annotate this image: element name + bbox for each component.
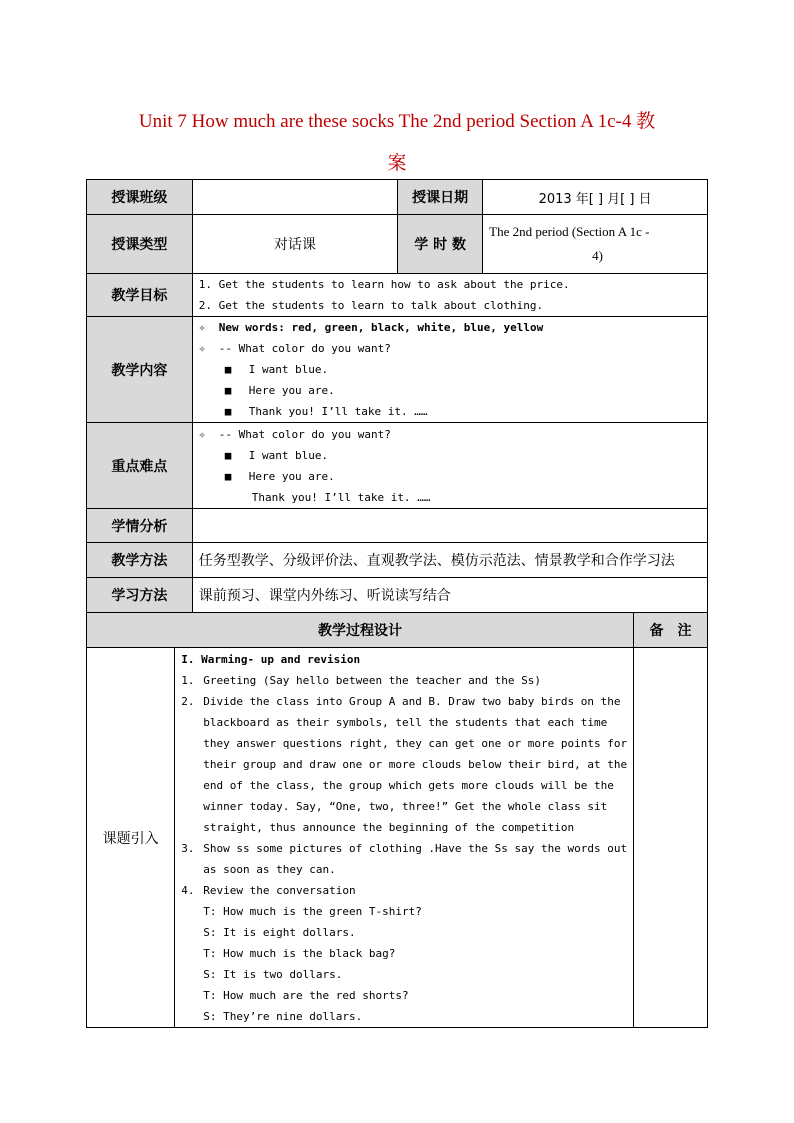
step-number: 4. [181,884,195,897]
goal-item: 1. Get the students to learn how to ask about the price. [198,278,570,291]
square-bullet-icon: ■ [224,384,232,397]
document-title-continued: 案 [387,153,407,174]
document-title: Unit 7 How much are these socks The 2nd period Section A 1c-4 教 [138,111,656,132]
lesson-plan-table [86,179,708,1028]
key-points-list [192,423,707,509]
study-label: 学习方法 [87,578,193,613]
content-list [192,317,707,423]
type-value: 对话课 [192,215,397,274]
dialogue-line: S: It is two dollars. [203,968,343,981]
dialogue-line: T: How much is the black bag? [203,947,396,960]
step-line: they answer questions right, they can get one or more points for [203,737,628,750]
class-label: 授课班级 [87,180,193,215]
method-value: 任务型教学、分级评价法、直观教学法、模仿示范法、情景教学和合作学习法 [192,543,707,578]
step-line: straight, thus announce the beginning of the competition [203,821,575,834]
content-answer: Thank you! I’ll take it. …… [248,405,428,418]
diamond-icon: ✧ [198,321,206,334]
analysis-value [192,509,707,543]
step-number: 1. [181,674,195,687]
goals-label: 教学目标 [87,274,193,317]
hours-value [483,215,708,274]
hours-label: 学 时 数 [397,215,482,274]
analysis-label: 学情分析 [87,509,193,543]
step-line: Greeting (Say hello between the teacher and the Ss) [203,674,542,687]
dialogue-line: T: How much is the green T-shirt? [203,905,422,918]
hours-value-line2: 4) [592,248,603,263]
step-line: Show ss some pictures of clothing .Have the Ss say the words out [203,842,628,855]
key-answer: I want blue. [248,448,329,462]
key-question: -- What color do you want? [218,427,391,441]
content-question: -- What color do you want? [218,342,391,355]
goals-list [192,274,707,317]
key-last: Thank you! I’ll take it. …… [251,490,431,504]
method-label: 教学方法 [87,543,193,578]
goal-item: 2. Get the students to learn to talk about clothing. [198,299,544,312]
square-bullet-icon: ■ [224,469,232,483]
process-body [175,648,634,1028]
step-number: 3. [181,842,195,855]
dialogue-line: T: How much are the red shorts? [203,989,409,1002]
date-value: 2013 年[ ] 月[ ] 日 [483,180,708,215]
content-label: 教学内容 [87,317,193,423]
step-line: Divide the class into Group A and B. Draw two baby birds on the [203,695,621,708]
step-line: blackboard as their symbols, tell the students that each time [203,716,608,729]
key-answer: Here you are. [248,469,335,483]
step-number: 2. [181,695,195,708]
process-header: 教学过程设计 [87,613,634,648]
hours-value-line1: The 2nd period (Section A 1c - [489,224,650,239]
process-heading: I. Warming- up and revision [181,653,361,666]
diamond-icon: ✧ [198,342,206,355]
square-bullet-icon: ■ [224,405,232,418]
step-line: Review the conversation [203,884,356,897]
dialogue-line: S: They’re nine dollars. [203,1010,363,1023]
content-answer: I want blue. [248,363,329,376]
step-line: as soon as they can. [203,863,336,876]
square-bullet-icon: ■ [224,448,232,462]
step-line: end of the class, the group which gets more clouds will be the [203,779,614,792]
class-value [192,180,397,215]
type-label: 授课类型 [87,215,193,274]
step-line: their group and draw one or more clouds below their bird, at the [203,758,628,771]
step-line: winner today. Say, “One, two, three!” Get the whole class sit [203,800,608,813]
notes-cell [634,648,708,1028]
content-answer: Here you are. [248,384,335,397]
square-bullet-icon: ■ [224,363,232,376]
diamond-icon: ✧ [198,427,206,441]
notes-header: 备 注 [634,613,708,648]
new-words: New words: red, green, black, white, blue, yellow [218,321,544,334]
dialogue-line: S: It is eight dollars. [203,926,356,939]
study-value: 课前预习、课堂内外练习、听说读写结合 [192,578,707,613]
key-points-label: 重点难点 [87,423,193,509]
date-label: 授课日期 [397,180,482,215]
section-label: 课题引入 [87,648,175,1028]
